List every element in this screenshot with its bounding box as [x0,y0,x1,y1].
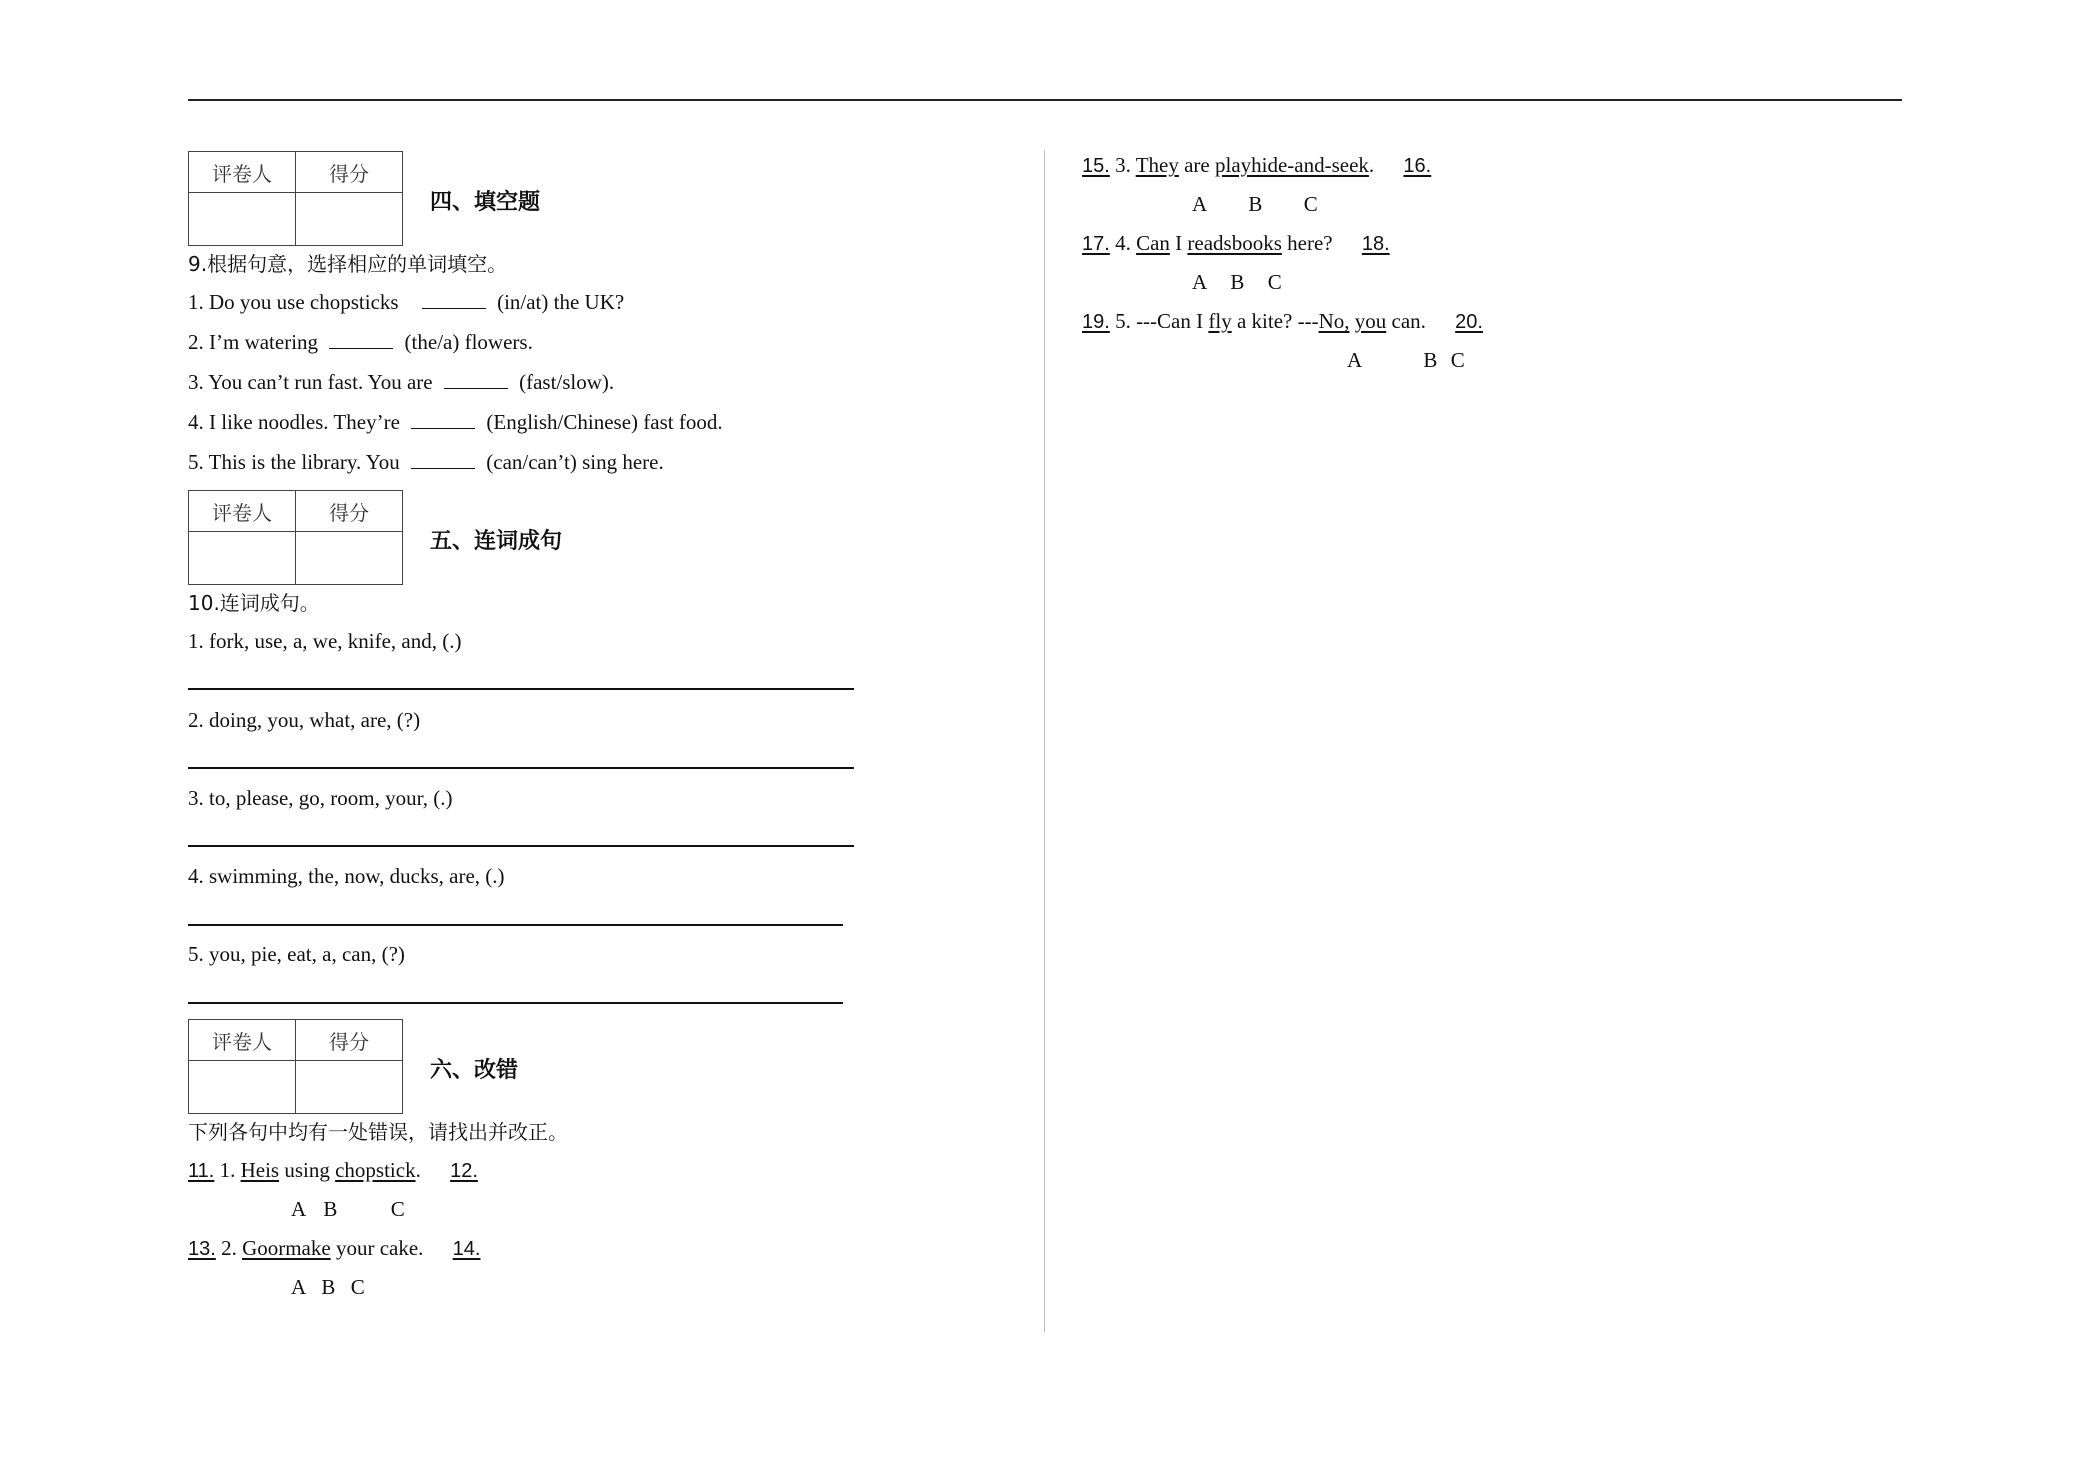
letter-a: A [291,1197,307,1221]
sentence-text: can. [1386,309,1426,333]
option-letters [1347,348,1465,373]
score-table-section4 [188,151,403,246]
option-a[interactable]: Heis [240,1158,280,1182]
score-table-section5 [188,490,403,585]
fill-item-hint: (fast/slow). [519,370,615,394]
fill-blank[interactable] [411,450,475,469]
fill-item-hint: (in/at) the UK? [497,290,625,314]
item-index: 1. [219,1158,236,1182]
section4-title: 四、填空题 [430,190,541,215]
option-letters [291,1197,405,1222]
fill-blank[interactable] [411,410,475,429]
option-b[interactable]: No, [1318,309,1350,333]
option-letters [1192,192,1318,217]
option-b[interactable]: playhide-and-seek [1214,153,1369,177]
letter-c: C [1450,348,1465,372]
item-index: 5. [1115,309,1131,333]
answer-number[interactable]: 16. [1403,155,1432,177]
answer-number[interactable]: 13. [188,1238,216,1260]
letter-a: A [1192,192,1208,216]
section5-title: 五、连词成句 [430,529,563,554]
answer-line[interactable] [188,767,854,769]
letter-b: B [321,1275,336,1299]
letter-b: B [1230,270,1245,294]
fill-item-4 [188,410,723,435]
answer-number[interactable]: 15. [1082,155,1110,177]
correction-item-2 [188,1236,480,1261]
score-label: 得分 [296,491,403,532]
fill-item-text: 5. This is the library. You [188,450,400,474]
score-table-section6 [188,1019,403,1114]
option-b[interactable]: readsbooks [1187,231,1282,255]
option-letters [1192,270,1282,295]
header-rule [188,99,1902,101]
sentence-text: I [1169,231,1188,255]
option-a[interactable]: They [1135,153,1179,177]
section4-instruction: 9.根据句意，选择相应的单词填空。 [188,252,508,276]
letter-b: B [1248,192,1263,216]
option-c[interactable]: you [1354,309,1387,333]
sentence-text: here? [1281,231,1333,255]
answer-line[interactable] [188,924,843,926]
fill-blank[interactable] [329,330,393,349]
sentence-text: your cake. [330,1236,424,1260]
fill-item-text: 2. I’m watering [188,330,319,354]
sentence-text: a kite? --- [1231,309,1319,333]
column-divider [1044,150,1045,1332]
answer-line[interactable] [188,845,854,847]
option-c[interactable]: chopstick [335,1158,416,1182]
answer-number[interactable]: 12. [450,1160,478,1182]
letter-c: C [390,1197,405,1221]
sentence-text: using [279,1158,336,1182]
sentence-text: are [1178,153,1215,177]
sentence-text: . [415,1158,421,1182]
fill-item-5 [188,450,664,475]
fill-item-hint: (the/a) flowers. [404,330,533,354]
section6-instruction: 下列各句中均有一处错误，请找出并改正。 [188,1120,568,1144]
reviewer-cell[interactable] [189,1061,296,1114]
word-order-item-3: 3. to, please, go, room, your, (.) [188,786,453,810]
letter-c: C [1267,270,1282,294]
reviewer-label: 评卷人 [189,1020,296,1061]
reviewer-label: 评卷人 [189,491,296,532]
letter-c: C [350,1275,365,1299]
option-letters [291,1275,365,1300]
reviewer-cell[interactable] [189,193,296,246]
score-label: 得分 [296,1020,403,1061]
answer-line[interactable] [188,688,854,690]
fill-blank[interactable] [422,290,486,309]
fill-item-text: 1. Do you use chopsticks [188,290,399,314]
fill-blank[interactable] [444,370,508,389]
item-index: 2. [221,1236,237,1260]
section6-title: 六、改错 [430,1058,519,1083]
fill-item-3 [188,370,614,395]
letter-c: C [1303,192,1318,216]
letter-a: A [1347,348,1363,372]
score-label: 得分 [296,152,403,193]
word-order-item-4: 4. swimming, the, now, ducks, are, (.) [188,864,505,888]
option-a[interactable]: fly [1208,309,1232,333]
correction-item-1 [188,1158,478,1183]
fill-item-2 [188,330,533,355]
fill-item-hint: (English/Chinese) fast food. [486,410,723,434]
correction-item-3 [1082,153,1431,178]
letter-b: B [323,1197,338,1221]
answer-number[interactable]: 11. [188,1160,215,1182]
item-index: 4. [1115,231,1131,255]
section5-instruction: 10.连词成句。 [188,591,320,615]
fill-item-text: 4. I like noodles. They’re [188,410,400,434]
reviewer-cell[interactable] [189,532,296,585]
correction-item-4 [1082,231,1390,256]
correction-item-5 [1082,309,1483,334]
answer-number[interactable]: 14. [452,1238,481,1260]
letter-b: B [1423,348,1438,372]
word-order-item-1: 1. fork, use, a, we, knife, and, (.) [188,629,462,653]
answer-number[interactable]: 18. [1361,233,1390,255]
answer-line[interactable] [188,1002,843,1004]
answer-number[interactable]: 20. [1455,311,1483,333]
sentence-text: ---Can I [1136,309,1209,333]
score-cell[interactable] [296,193,403,246]
fill-item-1 [188,290,624,315]
word-order-item-2: 2. doing, you, what, are, (?) [188,708,421,732]
fill-item-text: 3. You can’t run fast. You are [188,370,433,394]
option-a[interactable]: Can [1136,231,1170,255]
letter-a: A [291,1275,307,1299]
option-a[interactable]: Goormake [242,1236,331,1260]
item-index: 3. [1115,153,1131,177]
score-cell[interactable] [296,1061,403,1114]
score-cell[interactable] [296,532,403,585]
answer-number[interactable]: 19. [1082,311,1110,333]
letter-a: A [1192,270,1208,294]
answer-number[interactable]: 17. [1082,233,1110,255]
word-order-item-5: 5. you, pie, eat, a, can, (?) [188,942,405,966]
fill-item-hint: (can/can’t) sing here. [486,450,664,474]
reviewer-label: 评卷人 [189,152,296,193]
sentence-text: . [1368,153,1375,177]
